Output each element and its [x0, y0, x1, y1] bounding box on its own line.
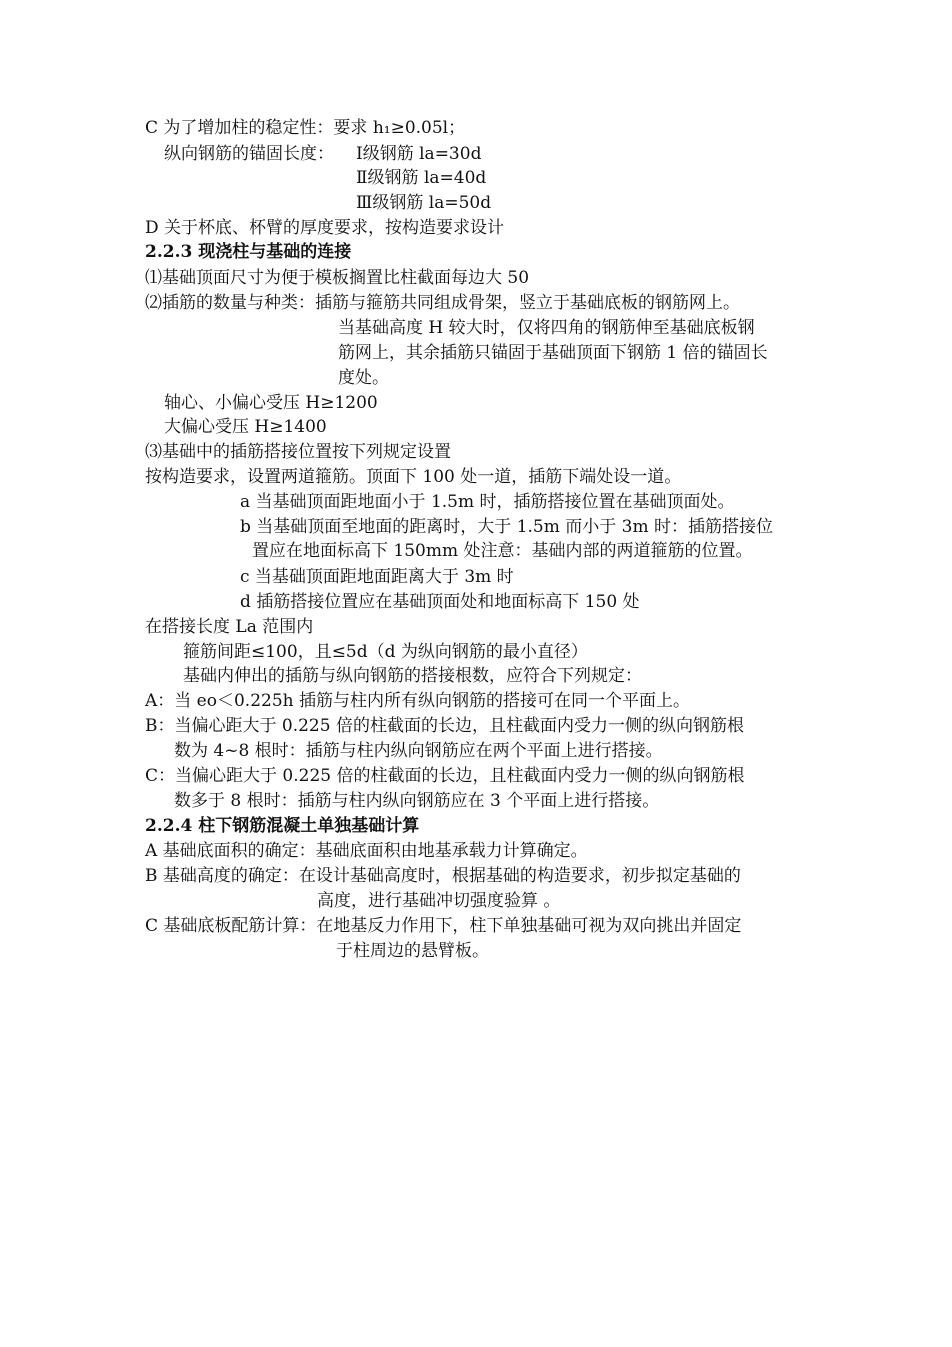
calc-c-line-2: 于柱周边的悬臂板。 [336, 941, 489, 961]
anchor-grade1: Ⅰ级钢筋 la=30d [356, 144, 482, 164]
case-b-line-1: B：当偏心距大于 0.225 倍的柱截面的长边，且柱截面内受力一侧的纵向钢筋根 [145, 716, 744, 736]
case-c-line-2: 数多于 8 根时：插筋与柱内纵向钢筋应在 3 个平面上进行搭接。 [174, 791, 660, 811]
item-2-line-4: 度处。 [338, 368, 389, 388]
stirrup-spacing: 箍筋间距≤100，且≤5d（d 为纵向钢筋的最小直径） [183, 642, 588, 662]
calc-b-line-2: 高度，进行基础冲切强度验算 。 [317, 891, 561, 911]
la-range: 在搭接长度 La 范围内 [145, 617, 314, 637]
rule-a: a 当基础顶面距地面小于 1.5m 时，插筋搭接位置在基础顶面处。 [240, 492, 735, 512]
item-2-line-3: 筋网上，其余插筋只锚固于基础顶面下钢筋 1 倍的锚固长 [338, 343, 768, 363]
case-c-line-1: C：当偏心距大于 0.225 倍的柱截面的长边，且柱截面内受力一侧的纵向钢筋根 [145, 766, 745, 786]
item-1: ⑴基础顶面尺寸为便于模板搁置比柱截面每边大 50 [145, 268, 530, 288]
anchor-grade3: Ⅲ级钢筋 la=50d [356, 193, 492, 213]
anchor-length-label: 纵向钢筋的锚固长度： [164, 144, 334, 164]
lap-count-rule: 基础内伸出的插筋与纵向钢筋的搭接根数，应符合下列规定： [183, 666, 642, 686]
case-a: A：当 eo＜0.225h 插筋与柱内所有纵向钢筋的搭接可在同一个平面上。 [145, 691, 690, 711]
calc-b-line-1: B 基础高度的确定：在设计基础高度时，根据基础的构造要求，初步拟定基础的 [145, 866, 741, 886]
section-223-title: 2.2.3 现浇柱与基础的连接 [145, 242, 352, 262]
calc-a: A 基础底面积的确定：基础底面积由地基承载力计算确定。 [145, 841, 588, 861]
rule-b-line-2: 置应在地面标高下 150mm 处注意：基础内部的两道箍筋的位置。 [252, 541, 753, 561]
rule-c: c 当基础顶面距地面距离大于 3m 时 [240, 567, 514, 587]
case-b-line-2: 数为 4~8 根时：插筋与柱内纵向钢筋应在两个平面上进行搭接。 [174, 741, 663, 761]
section-224-title: 2.2.4 柱下钢筋混凝土单独基础计算 [145, 816, 420, 836]
item-2-line-2: 当基础高度 H 较大时，仅将四角的钢筋伸至基础底板钢 [338, 318, 755, 338]
calc-c-line-1: C 基础底板配筋计算：在地基反力作用下，柱下单独基础可视为双向挑出并固定 [145, 916, 742, 936]
anchor-grade2: Ⅱ级钢筋 la=40d [356, 168, 487, 188]
large-eccentric: 大偏心受压 H≥1400 [164, 417, 327, 437]
item-2-line-1: ⑵插筋的数量与种类：插筋与箍筋共同组成骨架，竖立于基础底板的钢筋网上。 [145, 293, 740, 313]
c-stability-line: C 为了增加柱的稳定性：要求 h₁≥0.05l； [145, 118, 466, 138]
d-cup-line: D 关于杯底、杯臂的厚度要求，按构造要求设计 [145, 218, 505, 238]
item-3: ⑶基础中的插筋搭接位置按下列规定设置 [145, 442, 451, 462]
rule-b-line-1: b 当基础顶面至地面的距离时，大于 1.5m 而小于 3m 时：插筋搭接位 [240, 517, 773, 537]
axial-compression: 轴心、小偏心受压 H≥1200 [164, 393, 378, 413]
rule-d: d 插筋搭接位置应在基础顶面处和地面标高下 150 处 [240, 592, 640, 612]
stirrups-line: 按构造要求，设置两道箍筋。顶面下 100 处一道，插筋下端处设一道。 [145, 467, 682, 487]
